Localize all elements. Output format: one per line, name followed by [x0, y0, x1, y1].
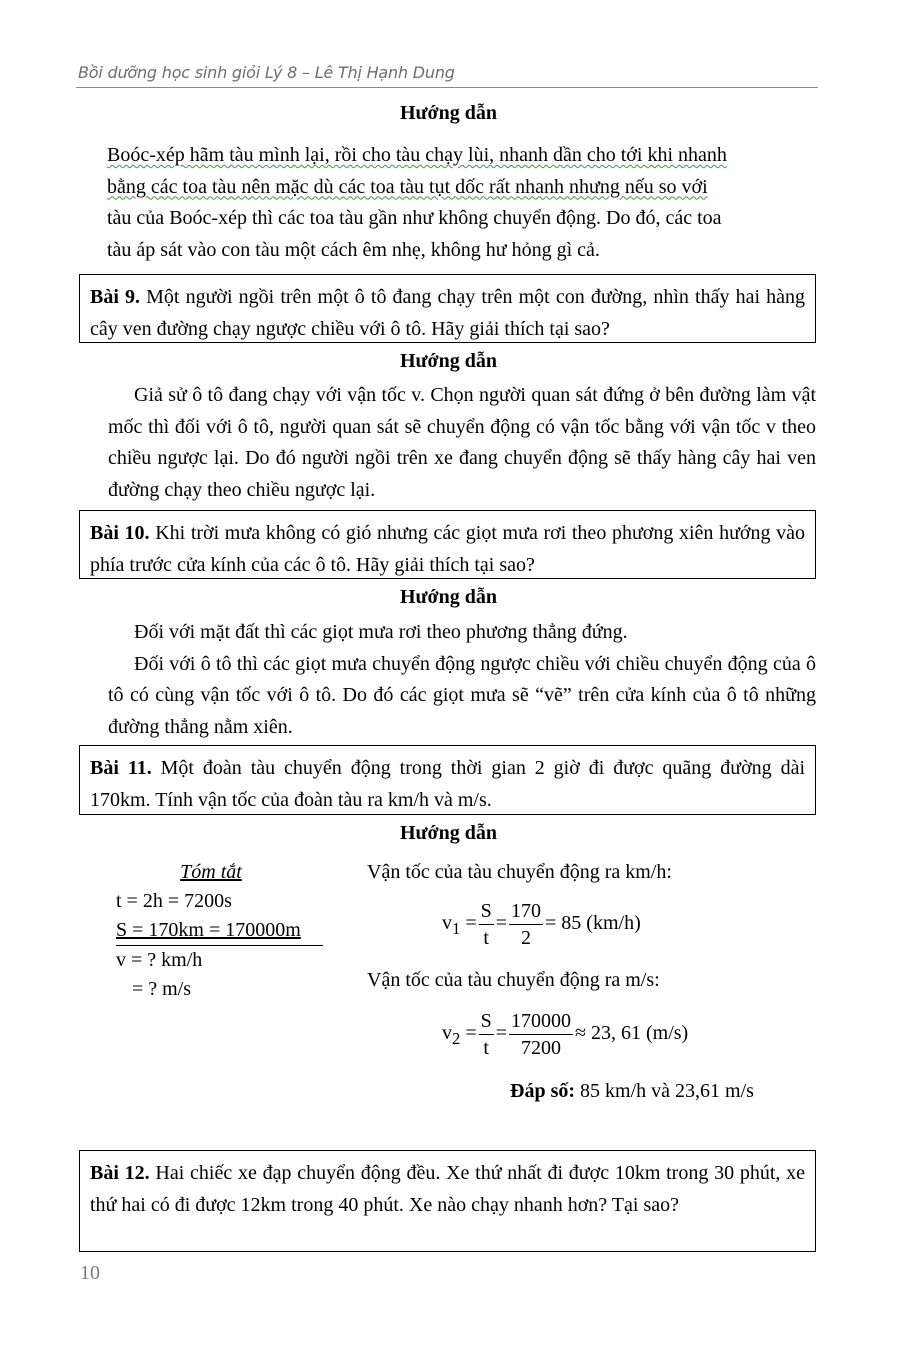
find-v-kmh: v = ? km/h	[116, 949, 203, 971]
final-answer	[510, 1080, 754, 1103]
answer-value: 85 km/h và 23,61 m/s	[580, 1080, 754, 1102]
formula-v1: $v_1$ = $\frac{S}{t}$ = $\frac{170}{2}$ = 85 (km/h)	[442, 900, 641, 949]
formula-lhs: v	[442, 912, 452, 935]
problem-text: Một đoàn tàu chuyển động trong thời gian 2 giờ đi được quãng đường dài 170km. Tính vận tốc của đoàn tàu ra km/h và m/s.	[90, 757, 805, 811]
fraction-values: $\frac{170000}{7200}$	[511, 1010, 572, 1059]
solution-bai-10	[108, 617, 816, 743]
step1-text: Vận tốc của tàu chuyển động ra km/h:	[367, 861, 672, 883]
formula-result: = 85 (km/h)	[545, 912, 641, 935]
problem-label: Bài 11.	[90, 757, 152, 779]
problem-box-bai-9	[79, 274, 816, 343]
problem-text: Hai chiếc xe đạp chuyển động đều. Xe thứ nhất đi được 10km trong 30 phút, xe thứ hai có đi được 12km trong 40 phút. Xe nào chạy nhanh hơn? Tại sao?	[90, 1162, 806, 1216]
given-s: S = 170km = 170000m	[116, 919, 301, 941]
summary-block	[116, 858, 326, 1004]
problem-label: Bài 10.	[90, 522, 150, 544]
guide-heading: Hướng dẫn	[399, 102, 497, 124]
intro-line: Boóc-xép hãm tàu mình lại, rồi cho tàu chạy lùi, nhanh dần cho tới khi nhanh	[107, 144, 727, 166]
formula-result: ≈ 23, 61 (m/s)	[575, 1022, 689, 1045]
intro-line: tàu áp sát vào con tàu một cách êm nhẹ, không hư hỏng gì cả.	[107, 238, 600, 261]
fraction-s-over-t: $\frac{S}{t}$	[480, 1010, 492, 1059]
given-t: t = 2h = 7200s	[116, 890, 232, 912]
guide-heading: Hướng dẫn	[399, 822, 497, 844]
formula-lhs: v	[442, 1022, 452, 1045]
step2-text: Vận tốc của tàu chuyển động ra m/s:	[367, 969, 660, 991]
guide-heading: Hướng dẫn	[399, 586, 497, 608]
problem-text: Khi trời mưa không có gió nhưng các giọt mưa rơi theo phương xiên hướng vào phía trước cửa kính của các ô tô. Hãy giải thích tại sao?	[90, 522, 805, 576]
page-number: 10	[80, 1262, 100, 1284]
find-v-ms: = ? m/s	[132, 978, 192, 1000]
problem-box-bai-10	[79, 510, 816, 579]
intro-line: tàu của Boóc-xép thì các toa tàu gần như không chuyển động. Do đó, các toa	[107, 207, 722, 229]
problem-box-bai-11	[79, 745, 816, 815]
solution-bai-9: Giả sử ô tô đang chạy với vận tốc v. Chọn người quan sát đứng ở bên đường làm vật mốc thì đối với ô tô, người quan sát sẽ chuyển động có vận tốc bằng với vận tốc v theo chiều ngược lại. Do đó người ngồi trên xe đang chuyển động sẽ thấy hàng cây hai ven đường chạy theo chiều ngược lại.	[108, 384, 816, 501]
header-divider	[76, 87, 818, 88]
intro-line: bằng các toa tàu nên mặc dù các toa tàu tụt dốc rất nhanh nhưng nếu so với	[107, 175, 708, 198]
solution-paragraph: Đối với mặt đất thì các giọt mưa rơi theo phương thẳng đứng.	[134, 621, 628, 643]
formula-sub: 1	[452, 919, 461, 939]
problem-box-bai-12	[79, 1150, 816, 1252]
solution-paragraph: Đối với ô tô thì các giọt mưa chuyển động ngược chiều với chiều chuyển động của ô tô có cùng vận tốc với ô tô. Do đó các giọt mưa sẽ “vẽ” trên cửa kính của ô tô những đường thẳng nằm xiên.	[108, 652, 816, 738]
problem-label: Bài 12.	[90, 1162, 150, 1184]
problem-label: Bài 9.	[90, 286, 141, 308]
summary-title: Tóm tắt	[180, 861, 242, 883]
fraction-values: $\frac{170}{2}$	[511, 900, 542, 949]
guide-heading: Hướng dẫn	[399, 350, 497, 372]
running-header-title: Bồi dưỡng học sinh giỏi Lý 8 – Lê Thị Hạnh Dung	[78, 63, 455, 82]
formula-sub: 2	[452, 1029, 461, 1049]
fraction-s-over-t: $\frac{S}{t}$	[480, 900, 492, 949]
intro-solution	[107, 140, 817, 266]
problem-text: Một người ngồi trên một ô tô đang chạy trên một con đường, nhìn thấy hai hàng cây ven đường chạy ngược chiều với ô tô. Hãy giải thích tại sao?	[90, 286, 805, 340]
answer-label: Đáp số:	[510, 1080, 576, 1102]
formula-v2: $v_2$ = $\frac{S}{t}$ = $\frac{170000}{7200}$ ≈ 23, 61 (m/s)	[442, 1010, 689, 1059]
